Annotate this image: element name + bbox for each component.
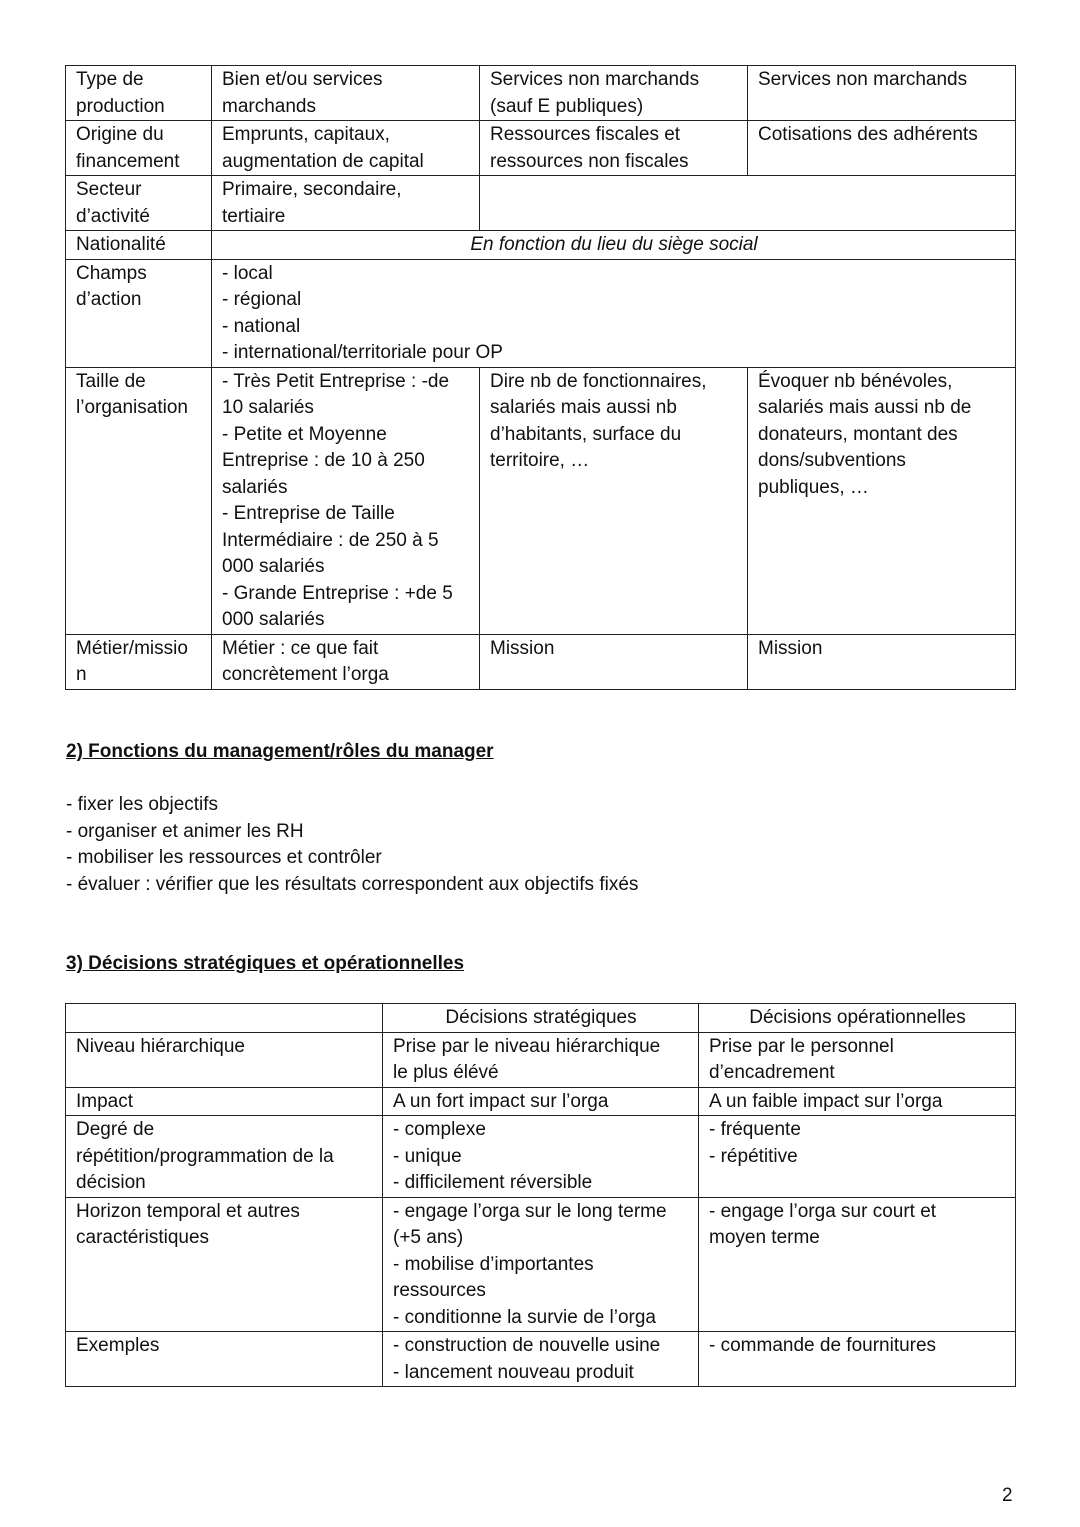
decisions-table <box>65 1003 1016 1387</box>
header-cell-operational: Décisions opérationnelles <box>699 1004 1016 1033</box>
header-cell-strategic: Décisions stratégiques <box>383 1004 699 1033</box>
table-cell: Ressources fiscales et ressources non fiscales <box>480 121 748 176</box>
table-row <box>66 1032 1016 1087</box>
table-cell: Évoquer nb bénévoles, salariés mais aussi nb de donateurs, montant des dons/subventions publiques, … <box>748 367 1016 634</box>
page-number: 2 <box>1002 1485 1013 1506</box>
row-label: Exemples <box>66 1332 383 1387</box>
table-cell: Prise par le niveau hiérarchique le plus élévé <box>383 1032 699 1087</box>
list-item: - mobiliser les ressources et contrôler <box>66 847 382 868</box>
table-cell: - engage l’orga sur le long terme (+5 ans) - mobilise d’importantes ressources - conditionne la survie de l’orga <box>383 1197 699 1332</box>
table-cell: - complexe - unique - difficilement réversible <box>383 1116 699 1198</box>
table-cell: Services non marchands <box>748 66 1016 121</box>
table-cell: Mission <box>748 634 1016 689</box>
table-cell: Bien et/ou services marchands <box>212 66 480 121</box>
table-row <box>66 1332 1016 1387</box>
table-row <box>66 1197 1016 1332</box>
list-item: - fixer les objectifs <box>66 794 219 815</box>
row-label: Nationalité <box>66 231 212 260</box>
list-item: - organiser et animer les RH <box>66 820 304 842</box>
row-label: Origine du financement <box>66 121 212 176</box>
table-cell: - construction de nouvelle usine - lancement nouveau produit <box>383 1332 699 1387</box>
row-label: Impact <box>66 1087 383 1116</box>
table-cell: A un faible impact sur l’orga <box>699 1087 1016 1116</box>
organisation-characteristics-table <box>65 65 1016 690</box>
row-label: Niveau hiérarchique <box>66 1032 383 1087</box>
table-header-row <box>66 1004 1016 1033</box>
row-label: Métier/missio n <box>66 634 212 689</box>
table-cell: Services non marchands (sauf E publiques) <box>480 66 748 121</box>
table-cell: Métier : ce que fait concrètement l’orga <box>212 634 480 689</box>
table-row <box>66 634 1016 689</box>
row-label: Champs d’action <box>66 259 212 367</box>
table-row <box>66 121 1016 176</box>
table-cell: A un fort impact sur l’orga <box>383 1087 699 1116</box>
table-cell: - Très Petit Entreprise : -de 10 salariés - Petite et Moyenne Entreprise : de 10 à 250 salariés - Entreprise de Taille Intermédiaire : de 250 à 5 000 salariés - Grande Entreprise : +de 5 000 salariés <box>212 367 480 634</box>
header-cell-empty <box>66 1004 383 1033</box>
table-row <box>66 176 1016 231</box>
row-label: Taille de l’organisation <box>66 367 212 634</box>
list-item: - évaluer : vérifier que les résultats correspondent aux objectifs fixés <box>66 873 639 895</box>
table-cell: Prise par le personnel d’encadrement <box>699 1032 1016 1087</box>
table-row <box>66 231 1016 260</box>
table-cell: Primaire, secondaire, tertiaire <box>212 176 480 231</box>
table-row <box>66 66 1016 121</box>
table-cell-spanning: En fonction du lieu du siège social <box>212 231 1016 260</box>
table-cell: - fréquente - répétitive <box>699 1116 1016 1198</box>
row-label: Degré de répétition/programmation de la décision <box>66 1116 383 1198</box>
table-cell: - engage l’orga sur court et moyen terme <box>699 1197 1016 1332</box>
section-heading-decisions: 3) Décisions stratégiques et opérationnelles <box>66 953 465 974</box>
table-cell: Mission <box>480 634 748 689</box>
table-row <box>66 367 1016 634</box>
row-label: Secteur d’activité <box>66 176 212 231</box>
table-cell: Emprunts, capitaux, augmentation de capital <box>212 121 480 176</box>
row-label: Type de production <box>66 66 212 121</box>
table-cell: Cotisations des adhérents <box>748 121 1016 176</box>
management-functions-list <box>66 792 638 898</box>
table-cell: - commande de fournitures <box>699 1332 1016 1387</box>
table-cell: Dire nb de fonctionnaires, salariés mais aussi nb d’habitants, surface du territoire, … <box>480 367 748 634</box>
table-cell-spanning: - local - régional - national - international/territoriale pour OP <box>212 259 1016 367</box>
table-cell-empty <box>480 176 1016 231</box>
table-row <box>66 1116 1016 1198</box>
table-row <box>66 259 1016 367</box>
row-label: Horizon temporal et autres caractéristiques <box>66 1197 383 1332</box>
section-heading-management: 2) Fonctions du management/rôles du manager <box>66 741 494 762</box>
table-row <box>66 1087 1016 1116</box>
